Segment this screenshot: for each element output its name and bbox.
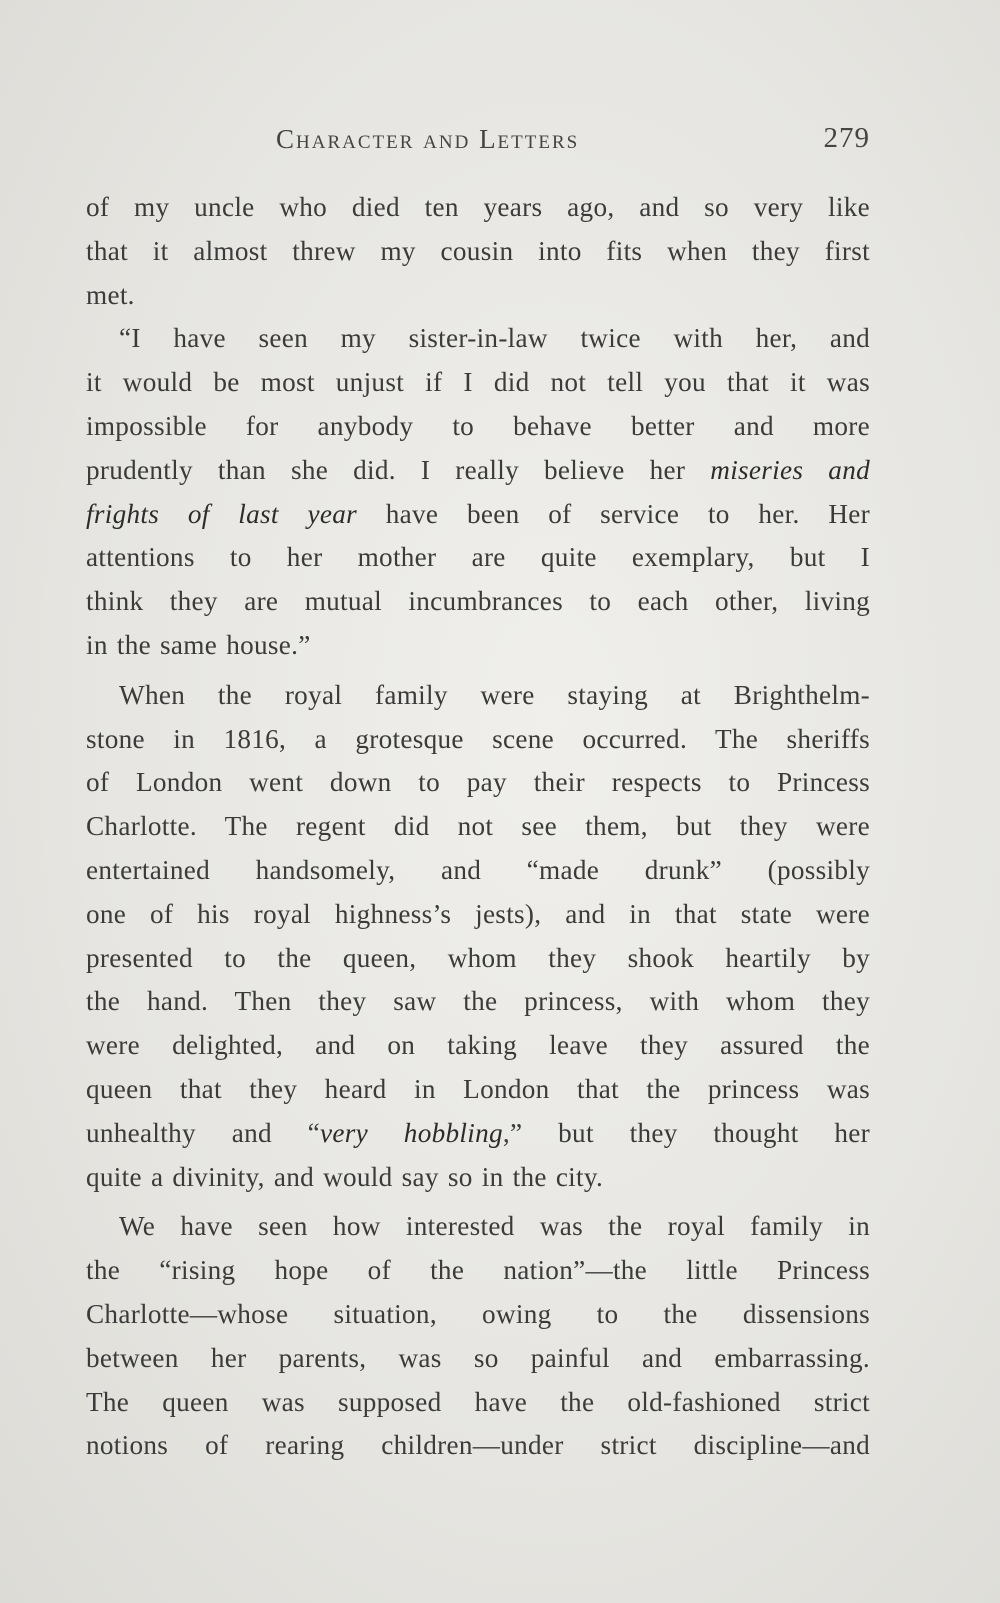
paragraph-3-line-10: queen that they heard in London that the princess was	[86, 1073, 870, 1104]
paragraph-2-line-6: attentions to her mother are quite exemplary, but I	[86, 542, 870, 573]
paragraph-3-line-4: Charlotte. The regent did not see them, but they were	[86, 811, 870, 842]
paragraph-2-line-4-text: prudently than she did. I really believe her	[86, 454, 686, 485]
paragraph-4-line-4: between her parents, was so painful and embarrassing.	[86, 1342, 870, 1373]
page-header	[86, 118, 870, 168]
paragraph-3-line-9: were delighted, and on taking leave they assured the	[86, 1030, 870, 1061]
italic-very-hobbling: very hobbling	[320, 1117, 503, 1148]
paragraph-3-line-1: When the royal family were staying at Brighthelm-	[119, 679, 870, 710]
italic-frights-of-last-year: frights of last year	[86, 498, 357, 529]
italic-miseries-and: miseries and	[710, 454, 870, 485]
paragraph-3-line-6: one of his royal highness’s jests), and in that state were	[86, 898, 870, 929]
paragraph-3-line-11	[86, 1112, 870, 1156]
paragraph-3-line-2: stone in 1816, a grotesque scene occurred. The sheriffs	[86, 723, 870, 754]
paragraph-4-line-2: the “rising hope of the nation”—the little Princess	[86, 1255, 870, 1286]
paragraph-2-line-4	[86, 449, 870, 493]
running-title: Character and Letters	[276, 124, 580, 154]
page-number: 279	[823, 122, 870, 154]
paragraph-4-line-3: Charlotte—whose situation, owing to the dissensions	[86, 1298, 870, 1329]
paragraph-2-line-3: impossible for anybody to behave better and more	[86, 410, 870, 441]
paragraph-3-line-8: the hand. Then they saw the princess, with whom they	[86, 986, 870, 1017]
paragraph-2-line-5	[86, 493, 870, 537]
paragraph-3-line-3: of London went down to pay their respects to Princess	[86, 767, 870, 798]
paragraph-3-line-12: quite a divinity, and would say so in the city.	[86, 1161, 604, 1192]
paragraph-2-line-8: in the same house.”	[86, 629, 311, 660]
paragraph-4-line-5: The queen was supposed have the old-fashioned strict	[86, 1386, 870, 1417]
paragraph-2-line-2: it would be most unjust if I did not tell you that it was	[86, 367, 870, 398]
paragraph-2-line-7: think they are mutual incumbrances to each other, living	[86, 586, 870, 617]
paragraph-1-line-1: of my uncle who died ten years ago, and so very like	[86, 192, 870, 222]
paragraph-2-line-5-text: have been of service to her. Her	[385, 498, 870, 529]
paragraph-2-line-1: “I have seen my sister-in-law twice with her, and	[119, 323, 870, 354]
paragraph-1-line-2: that it almost threw my cousin into fits when they first	[86, 235, 870, 266]
paragraph-1-line-3: met.	[86, 279, 135, 310]
paragraph-3-line-11-start: unhealthy and “	[86, 1117, 321, 1148]
paragraph-4-line-1: We have seen how interested was the royal family in	[119, 1211, 870, 1242]
body-text	[86, 186, 870, 1468]
paragraph-3-line-7: presented to the queen, whom they shook heartily by	[86, 942, 870, 973]
paragraph-3-line-5: entertained handsomely, and “made drunk” (possibly	[86, 854, 870, 885]
paragraph-4-line-6: notions of rearing children—under strict discipline—and	[86, 1430, 870, 1461]
paragraph-3-line-11-end: ,” but they thought her	[502, 1117, 870, 1148]
